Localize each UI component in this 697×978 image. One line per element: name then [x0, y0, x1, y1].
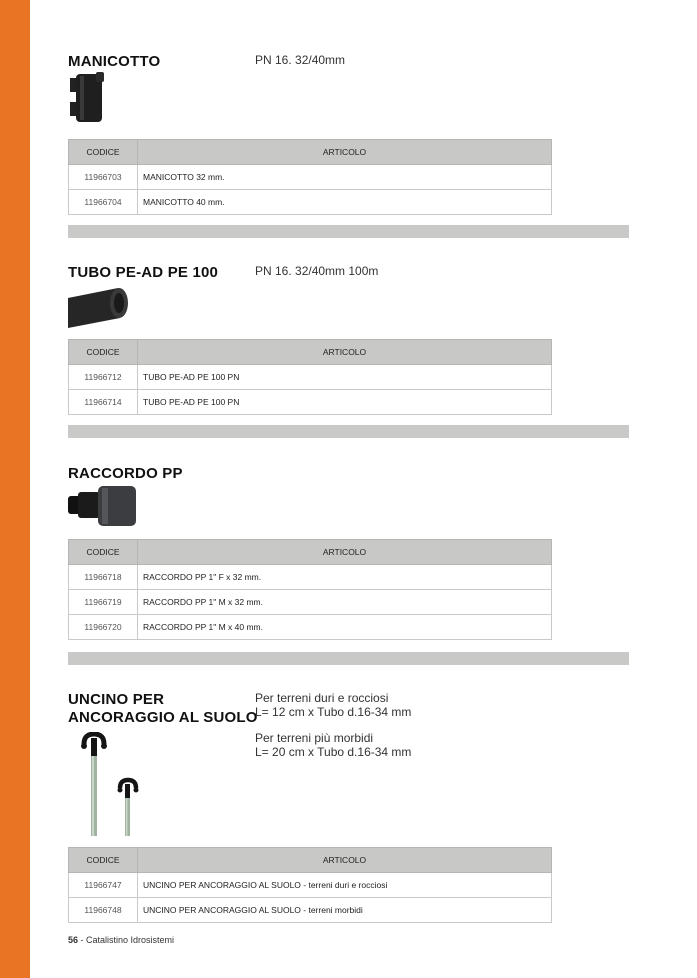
ground-hook-image — [78, 732, 148, 840]
product-code: 11966719 — [69, 590, 138, 615]
catalog-name: Catalistino Idrosistemi — [86, 935, 175, 945]
product-table — [68, 539, 552, 640]
column-header-article: ARTICOLO — [138, 140, 552, 165]
section-subtitle: PN 16. 32/40mm — [255, 53, 346, 67]
column-header-article: ARTICOLO — [138, 848, 552, 873]
section-subtitle-3: Per terreni più morbidi — [255, 731, 374, 745]
product-article: TUBO PE-AD PE 100 PN — [138, 390, 552, 415]
product-article: RACCORDO PP 1" M x 40 mm. — [138, 615, 552, 640]
product-code: 11966714 — [69, 390, 138, 415]
section-title-line-1: UNCINO PER — [68, 691, 165, 708]
pipe-image — [68, 286, 130, 330]
column-header-code: CODICE — [69, 140, 138, 165]
section-title: MANICOTTO — [68, 53, 161, 70]
product-table — [68, 847, 552, 923]
column-header-article: ARTICOLO — [138, 340, 552, 365]
product-code: 11966712 — [69, 365, 138, 390]
product-code: 11966747 — [69, 873, 138, 898]
section-divider — [68, 425, 629, 438]
table-row — [69, 365, 552, 390]
column-header-article: ARTICOLO — [138, 540, 552, 565]
product-code: 11966718 — [69, 565, 138, 590]
product-article: MANICOTTO 32 mm. — [138, 165, 552, 190]
footer-separator: - — [78, 935, 87, 945]
product-code: 11966748 — [69, 898, 138, 923]
section-subtitle-2: L= 12 cm x Tubo d.16-34 mm — [255, 705, 412, 719]
product-code: 11966720 — [69, 615, 138, 640]
product-article: RACCORDO PP 1" M x 32 mm. — [138, 590, 552, 615]
section-subtitle: PN 16. 32/40mm 100m — [255, 264, 379, 278]
orange-side-bar — [0, 0, 30, 978]
table-row — [69, 873, 552, 898]
product-code: 11966704 — [69, 190, 138, 215]
column-header-code: CODICE — [69, 340, 138, 365]
section-title-line-2: ANCORAGGIO AL SUOLO — [68, 709, 258, 726]
manicotto-fitting-image — [68, 72, 108, 124]
product-article: UNCINO PER ANCORAGGIO AL SUOLO - terreni duri e rocciosi — [138, 873, 552, 898]
section-divider — [68, 652, 629, 665]
product-code: 11966703 — [69, 165, 138, 190]
section-title: TUBO PE-AD PE 100 — [68, 264, 219, 281]
table-row — [69, 165, 552, 190]
table-row — [69, 565, 552, 590]
table-row — [69, 390, 552, 415]
section-divider — [68, 225, 629, 238]
table-row — [69, 898, 552, 923]
product-table — [68, 139, 552, 215]
column-header-code: CODICE — [69, 540, 138, 565]
product-article: UNCINO PER ANCORAGGIO AL SUOLO - terreni morbidi — [138, 898, 552, 923]
column-header-code: CODICE — [69, 848, 138, 873]
product-table — [68, 339, 552, 415]
page-footer — [68, 935, 174, 945]
table-row — [69, 190, 552, 215]
table-row — [69, 615, 552, 640]
product-article: RACCORDO PP 1" F x 32 mm. — [138, 565, 552, 590]
product-article: TUBO PE-AD PE 100 PN — [138, 365, 552, 390]
table-row — [69, 590, 552, 615]
raccordo-fitting-image — [68, 484, 138, 528]
page-number: 56 — [68, 935, 79, 945]
product-article: MANICOTTO 40 mm. — [138, 190, 552, 215]
section-subtitle-4: L= 20 cm x Tubo d.16-34 mm — [255, 745, 412, 759]
section-subtitle-1: Per terreni duri e rocciosi — [255, 691, 389, 705]
section-title: RACCORDO PP — [68, 465, 183, 482]
